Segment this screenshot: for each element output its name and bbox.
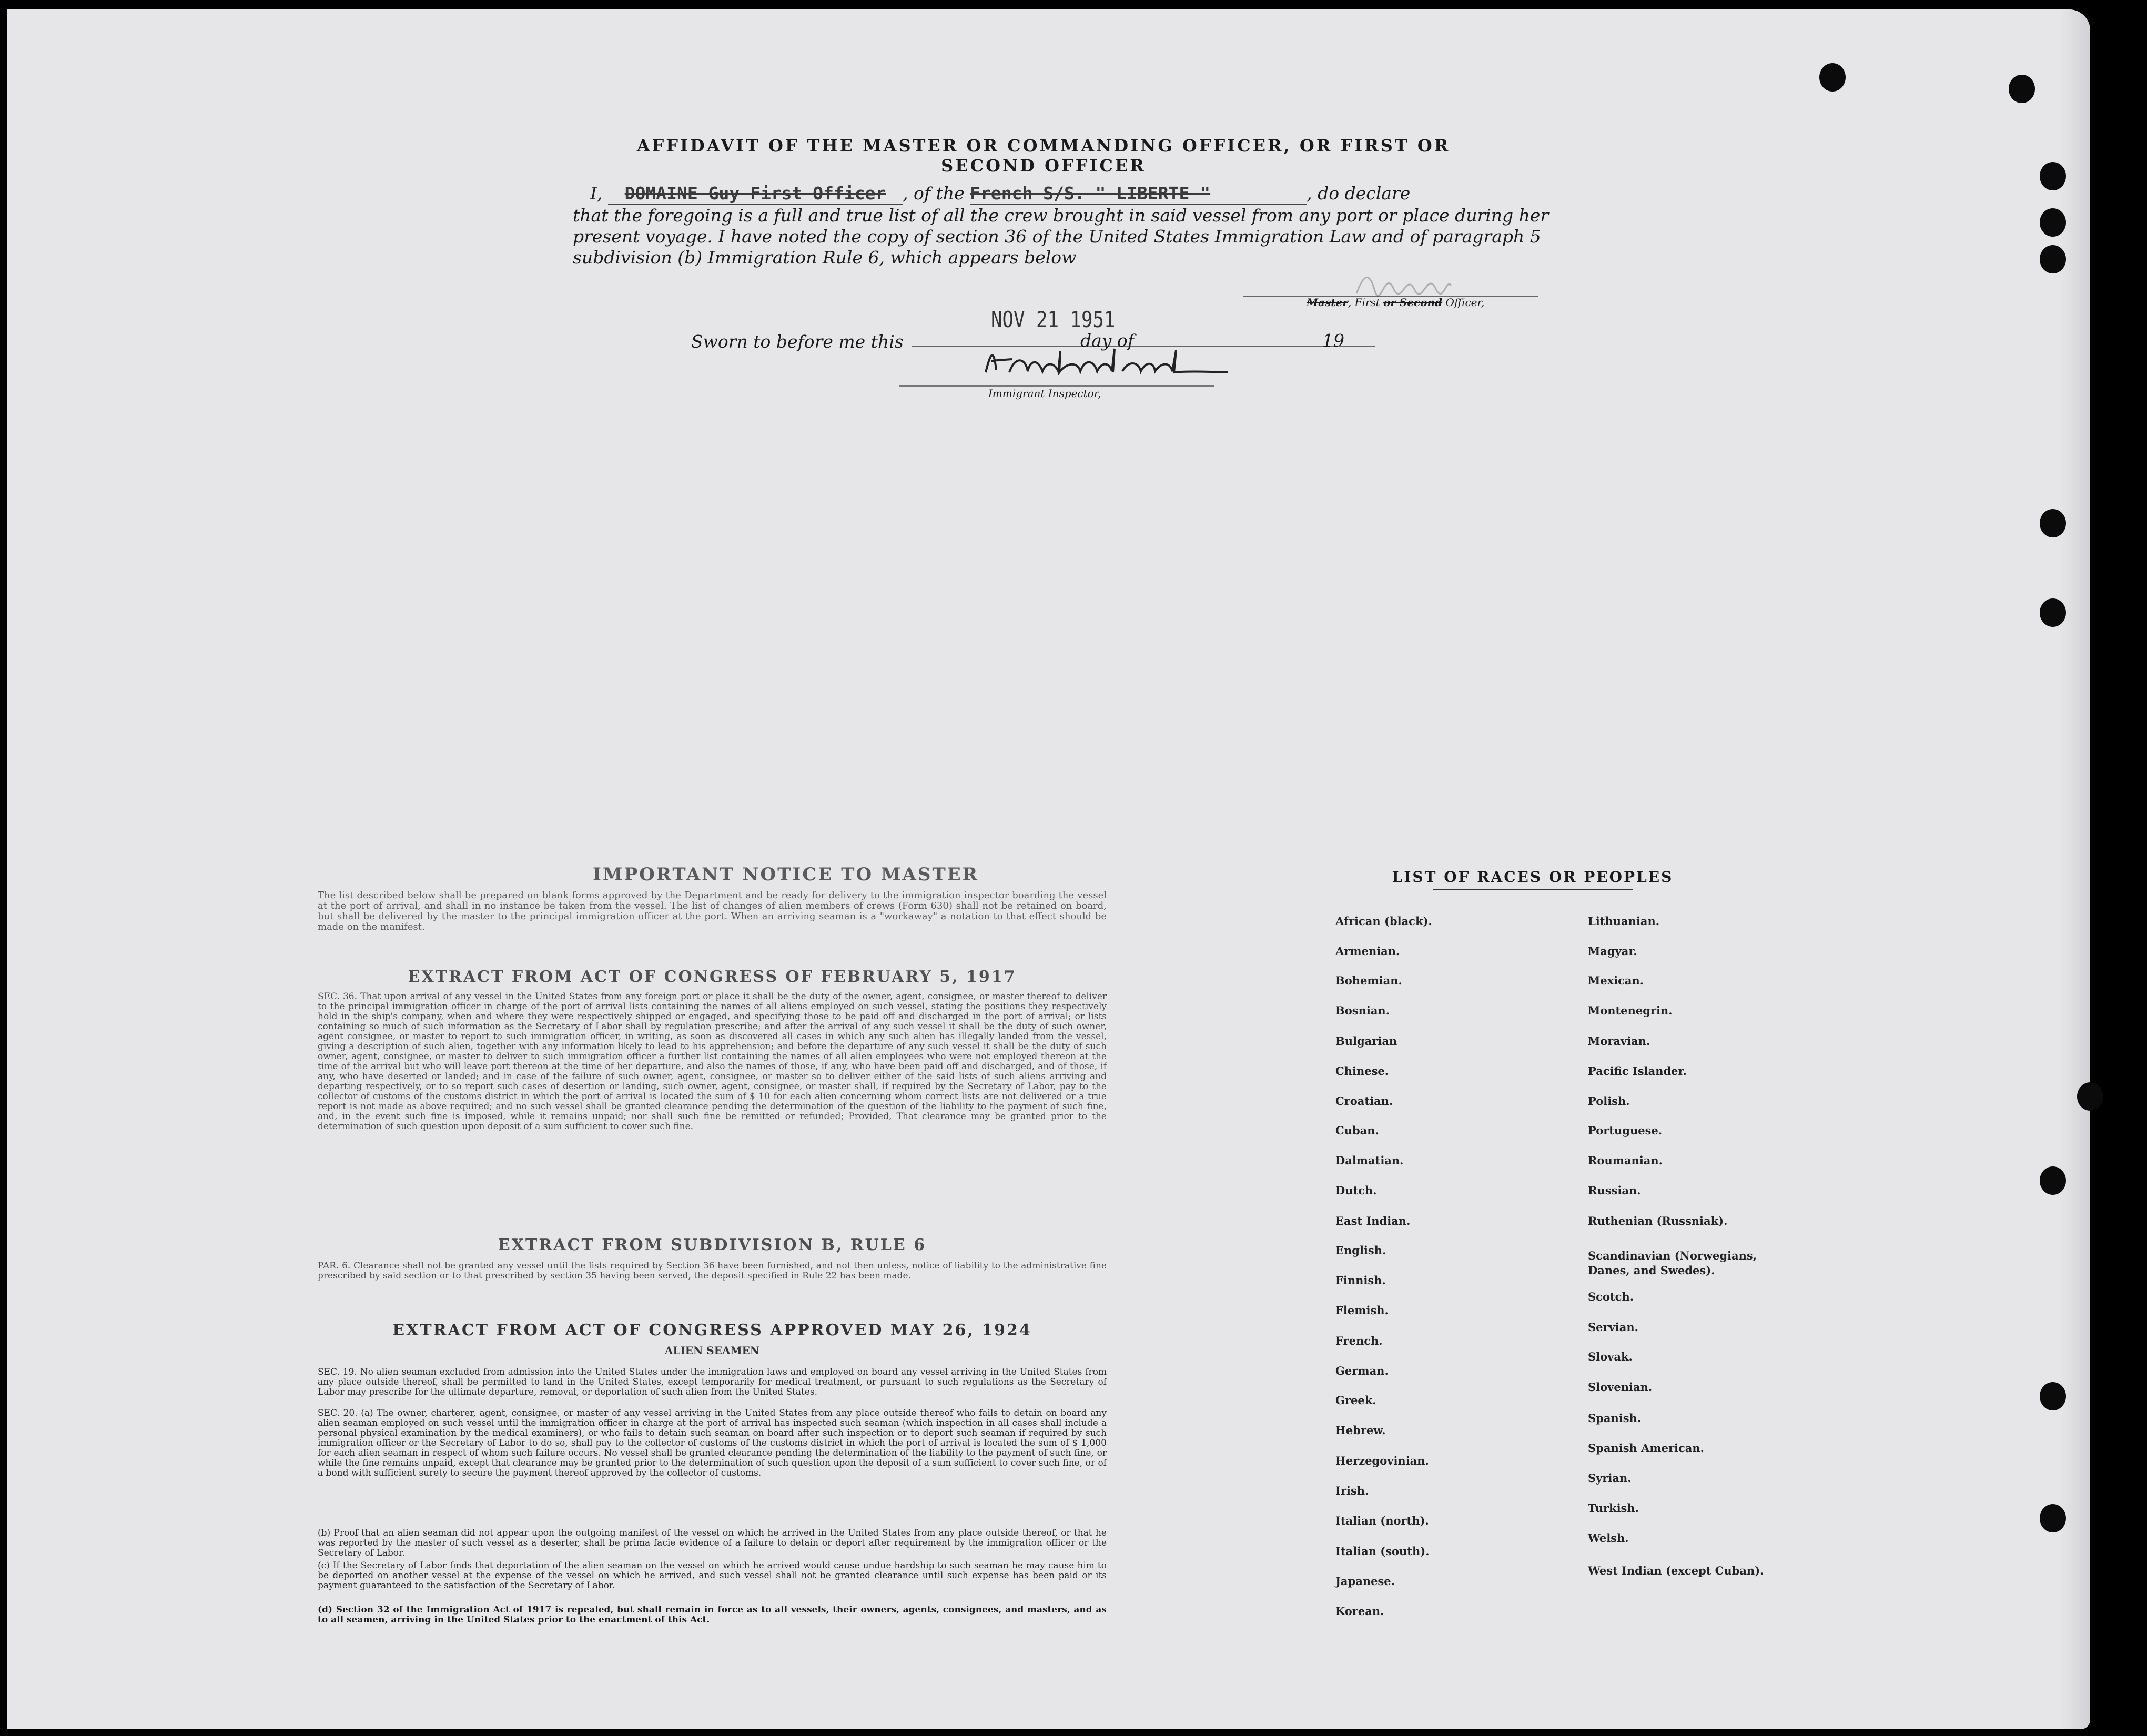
struck-second: or Second bbox=[1383, 296, 1443, 309]
sec20a-text: SEC. 20. (a) The owner, charterer, agent, consignee, or master of any vessel arriving in the United States from any place outside thereof who fails to detain on board any alien seaman employed on such vessel until the immigration officer in charge at the port of arrival has inspected such seaman (which inspection in all cases shall include a personal physical examination by the medical examiners), or who fails to detain such seaman on board after such inspection or to deport such seaman if required by such immigration officer or the Secretary of Labor to do so, shall pay to the collector of customs of the customs district in which the port of arrival is located the sum of $ 1,000 for each alien seaman in respect of whom such failure occurs. No vessel shall be granted clearance pending the determination of the liability to the payment of such fine, or while the fine remains unpaid, except that clearance may be granted prior to the determination of such question upon the deposit of a sum sufficient to cover such fine, or of a bond with sufficient surety to secure the payment thereof approved by the collector of customs. bbox=[318, 1408, 1107, 1478]
race-item: Herzegovinian. bbox=[1335, 1454, 1429, 1467]
race-item: Slovenian. bbox=[1588, 1380, 1653, 1394]
declaration-line-2: that the foregoing is a full and true list of all the crew brought in said vessel from any port or place during her bbox=[573, 205, 1549, 226]
races-title-rule bbox=[1433, 889, 1633, 890]
punch-hole bbox=[2040, 208, 2066, 237]
race-item: Scotch. bbox=[1588, 1290, 1634, 1303]
race-item: Korean. bbox=[1335, 1605, 1384, 1618]
race-item: Spanish. bbox=[1588, 1412, 1642, 1425]
race-item: Turkish. bbox=[1588, 1501, 1639, 1515]
race-item: Italian (south). bbox=[1335, 1545, 1430, 1558]
race-item: French. bbox=[1335, 1334, 1383, 1347]
race-item: Cuban. bbox=[1335, 1124, 1379, 1137]
extract-rule6-title: EXTRACT FROM SUBDIVISION B, RULE 6 bbox=[498, 1236, 927, 1254]
race-item: Lithuanian. bbox=[1588, 915, 1660, 928]
declaration-do-declare: , do declare bbox=[1307, 183, 1411, 204]
race-item: Montenegrin. bbox=[1588, 1004, 1673, 1017]
race-item: African (black). bbox=[1335, 915, 1432, 928]
race-item: Chinese. bbox=[1335, 1064, 1389, 1078]
race-item: Magyar. bbox=[1588, 945, 1637, 958]
race-item: East Indian. bbox=[1335, 1214, 1411, 1227]
notice-title: IMPORTANT NOTICE TO MASTER bbox=[593, 864, 979, 885]
alien-seamen-subtitle: ALIEN SEAMEN bbox=[664, 1344, 760, 1357]
race-item: Bohemian. bbox=[1335, 974, 1402, 987]
race-item: Slovak. bbox=[1588, 1350, 1633, 1363]
vessel-typed: French S/S. " LIBERTE " bbox=[970, 183, 1211, 204]
race-item: Roumanian. bbox=[1588, 1154, 1663, 1167]
notice-text: The list described below shall be prepared on blank forms approved by the Department and be ready for delivery to the immigration inspector boarding the vessel at the port of arrival, and shall in no instance be taken from the vessel. The list of changes of alien members of crews (Form 630) shall not be retained on board, but shall be delivered by the master to the principal immigration officer at the port. When an arriving seaman is a "workaway" a notation to that effect should be made on the manifest. bbox=[318, 890, 1107, 932]
punch-hole bbox=[2009, 75, 2035, 103]
race-item: Ruthenian (Russniak). bbox=[1588, 1214, 1728, 1227]
year-prefix: 19 bbox=[1322, 330, 1344, 351]
race-item: Greek. bbox=[1335, 1394, 1376, 1407]
punch-hole bbox=[1819, 63, 1846, 92]
race-item: Welsh. bbox=[1588, 1531, 1629, 1545]
inspector-label: Immigrant Inspector, bbox=[988, 387, 1101, 400]
races-title: LIST OF RACES OR PEOPLES bbox=[1392, 868, 1674, 886]
vessel-field bbox=[970, 183, 1307, 205]
date-stamp: NOV 21 1951 bbox=[991, 307, 1116, 332]
declaration-line-1 bbox=[590, 183, 1553, 205]
race-item: Syrian. bbox=[1588, 1471, 1632, 1485]
sec20d-text: (d) Section 32 of the Immigration Act of 1917 is repealed, but shall remain in force as to all vessels, their owners, agents, consignees, and masters, and as to all seamen, arriving in the United States prior to the enactment of this Act. bbox=[318, 1605, 1107, 1625]
race-item: Italian (north). bbox=[1335, 1514, 1429, 1527]
race-item: Flemish. bbox=[1335, 1304, 1389, 1317]
race-item: Polish. bbox=[1588, 1094, 1630, 1108]
punch-hole bbox=[2040, 1504, 2066, 1532]
extract-1917-title: EXTRACT FROM ACT OF CONGRESS OF FEBRUARY 5, 1917 bbox=[408, 968, 1017, 986]
declaration-of-the: , of the bbox=[903, 183, 965, 204]
document-page bbox=[7, 9, 2090, 1729]
race-item: Japanese. bbox=[1335, 1575, 1395, 1588]
race-item: Irish. bbox=[1335, 1484, 1369, 1497]
race-item: Portuguese. bbox=[1588, 1124, 1663, 1137]
race-item: Servian. bbox=[1588, 1321, 1638, 1334]
declaration-line-4: subdivision (b) Immigration Rule 6, which appears below bbox=[573, 247, 1077, 268]
inspector-signature-scrawl bbox=[980, 341, 1233, 383]
sec19-text: SEC. 19. No alien seaman excluded from admission into the United States under the immigration laws and employed on board any vessel arriving in the United States from any place outside thereof, shall be permitted to land in the United States, except temporarily for medical treatment, or pursuant to such regulations as the Secretary of Labor may prescribe for the ultimate departure, removal, or deportation of such alien from the United States. bbox=[318, 1367, 1107, 1397]
officer-signature bbox=[1354, 267, 1454, 299]
race-item: Mexican. bbox=[1588, 974, 1644, 987]
declaration-line-3: present voyage. I have noted the copy of section 36 of the United States Immigration Law and of paragraph 5 bbox=[573, 226, 1541, 247]
officer-name-field bbox=[608, 183, 903, 205]
struck-master: Master bbox=[1307, 296, 1348, 309]
punch-hole bbox=[2040, 162, 2066, 190]
race-item: Croatian. bbox=[1335, 1094, 1393, 1108]
extract-1917-text: SEC. 36. That upon arrival of any vessel in the United States from any foreign port or place it shall be the duty of the owner, agent, consignee, or master thereof to deliver to the principal immigration officer in charge of the port of arrival lists containing the names of all aliens employed on such vessel, stating the positions they respectively hold in the ship's company, when and where they were respectively shipped or engaged, and specifying those to be paid off and discharged in the port of arrival; or lists containing so much of such information as the Secretary of Labor shall by regulation prescribe; and after the arrival of any such vessel it shall be the duty of such owner, agent consignee, or master to report to such immigration officer, in writing, as soon as discovered all cases in which any such alien has illegally landed from the vessel, giving a description of such alien, together with any information likely to lead to his apprehension; and before the departure of any such vessel it shall be the duty of such owner, agent, consignee, or master to deliver to such immigration officer a further list containing the names of all alien employees who were not employed thereon at the time of the arrival but who will leave port thereon at the time of her departure, and also the names of those, if any, who have been paid off and discharged, and of those, if any, who have deserted or landed; and in case of the failure of such owner, agent, consignee, or master so to deliver either of the said lists of such aliens arriving and departing respectively, or to so report such cases of desertion or landing, such owner, agent, consignee, or master shall, if required by the Secretary of Labor, pay to the collector of customs of the customs district in which the port of arrival is located the sum of $ 10 for each alien concerning whom correct lists are not delivered or a true report is not made as above required; and no such vessel shall be granted clearance pending the determination of the question of the liability to the payment of such fine, and, in the event such fine is imposed, while it remains unpaid; nor shall such fine be remitted or refunded; Provided, That clearance may be granted prior to the determination of such question upon deposit of a sum sufficient to cover such fine. bbox=[318, 991, 1107, 1132]
punch-hole bbox=[2040, 509, 2066, 537]
inspector-line bbox=[899, 385, 1214, 387]
punch-hole bbox=[2040, 1382, 2066, 1410]
year-line bbox=[1338, 346, 1375, 347]
sec20c-text: (c) If the Secretary of Labor finds that deportation of the alien seaman on the vessel on which he arrived would cause undue hardship to such seaman he may cause him to be deported on another vessel at the expense of the vessel on which he arrived, and such vessel shall not be granted clearance until such expense has been paid or its payment guaranteed to the satisfaction of the Secretary of Labor. bbox=[318, 1560, 1107, 1591]
race-item: Pacific Islander. bbox=[1588, 1064, 1687, 1078]
punch-hole bbox=[2077, 1082, 2103, 1111]
race-item: West Indian (except Cuban). bbox=[1588, 1564, 1764, 1577]
officer-signature-scrawl bbox=[1354, 267, 1454, 299]
race-item: Dutch. bbox=[1335, 1184, 1377, 1197]
declaration-prefix: I, bbox=[590, 183, 603, 204]
race-item: Scandinavian (Norwegians, Danes, and Swedes). bbox=[1588, 1249, 1757, 1277]
race-item: Spanish American. bbox=[1588, 1441, 1704, 1455]
punch-hole bbox=[2040, 598, 2066, 627]
race-item: Russian. bbox=[1588, 1184, 1641, 1197]
punch-hole bbox=[2040, 245, 2066, 273]
sec20b-text: (b) Proof that an alien seaman did not appear upon the outgoing manifest of the vessel on which he arrived in the United States from any place outside thereof, or that he was reported by the master of such vessel as a deserter, shall be prima facie evidence of a failure to detain or deport after requirement by the immigration officer or the Secretary of Labor. bbox=[318, 1528, 1107, 1558]
race-item: Bulgarian bbox=[1335, 1034, 1397, 1048]
race-item: Moravian. bbox=[1588, 1034, 1650, 1048]
sworn-label: Sworn to before me this bbox=[691, 331, 904, 352]
race-item: Bosnian. bbox=[1335, 1004, 1390, 1017]
race-item: Dalmatian. bbox=[1335, 1154, 1404, 1167]
punch-hole bbox=[2040, 1166, 2066, 1195]
officer-first: , First bbox=[1348, 296, 1380, 309]
race-item: Armenian. bbox=[1335, 945, 1400, 958]
extract-1924-title: EXTRACT FROM ACT OF CONGRESS APPROVED MAY 26, 1924 bbox=[392, 1321, 1032, 1339]
day-of-label: day of bbox=[1080, 330, 1135, 351]
officer-name-typed: DOMAINE Guy First Officer bbox=[624, 183, 886, 204]
race-item: Finnish. bbox=[1335, 1274, 1386, 1287]
extract-rule6-text: PAR. 6. Clearance shall not be granted any vessel until the lists required by Section 36 have been furnished, and not then unless, notice of liability to the administrative fine prescribed by said section or to that prescribed by section 35 having been served, the deposit specified in Rule 22 has been made. bbox=[318, 1261, 1107, 1281]
race-item: English. bbox=[1335, 1244, 1386, 1257]
officer-suffix: Officer, bbox=[1442, 296, 1485, 309]
race-item: Hebrew. bbox=[1335, 1424, 1386, 1437]
race-item: German. bbox=[1335, 1364, 1389, 1377]
inspector-signature bbox=[980, 341, 1233, 383]
affidavit-title: AFFIDAVIT OF THE MASTER OR COMMANDING OFFICER, OR FIRST OR SECOND OFFICER bbox=[636, 136, 1451, 176]
